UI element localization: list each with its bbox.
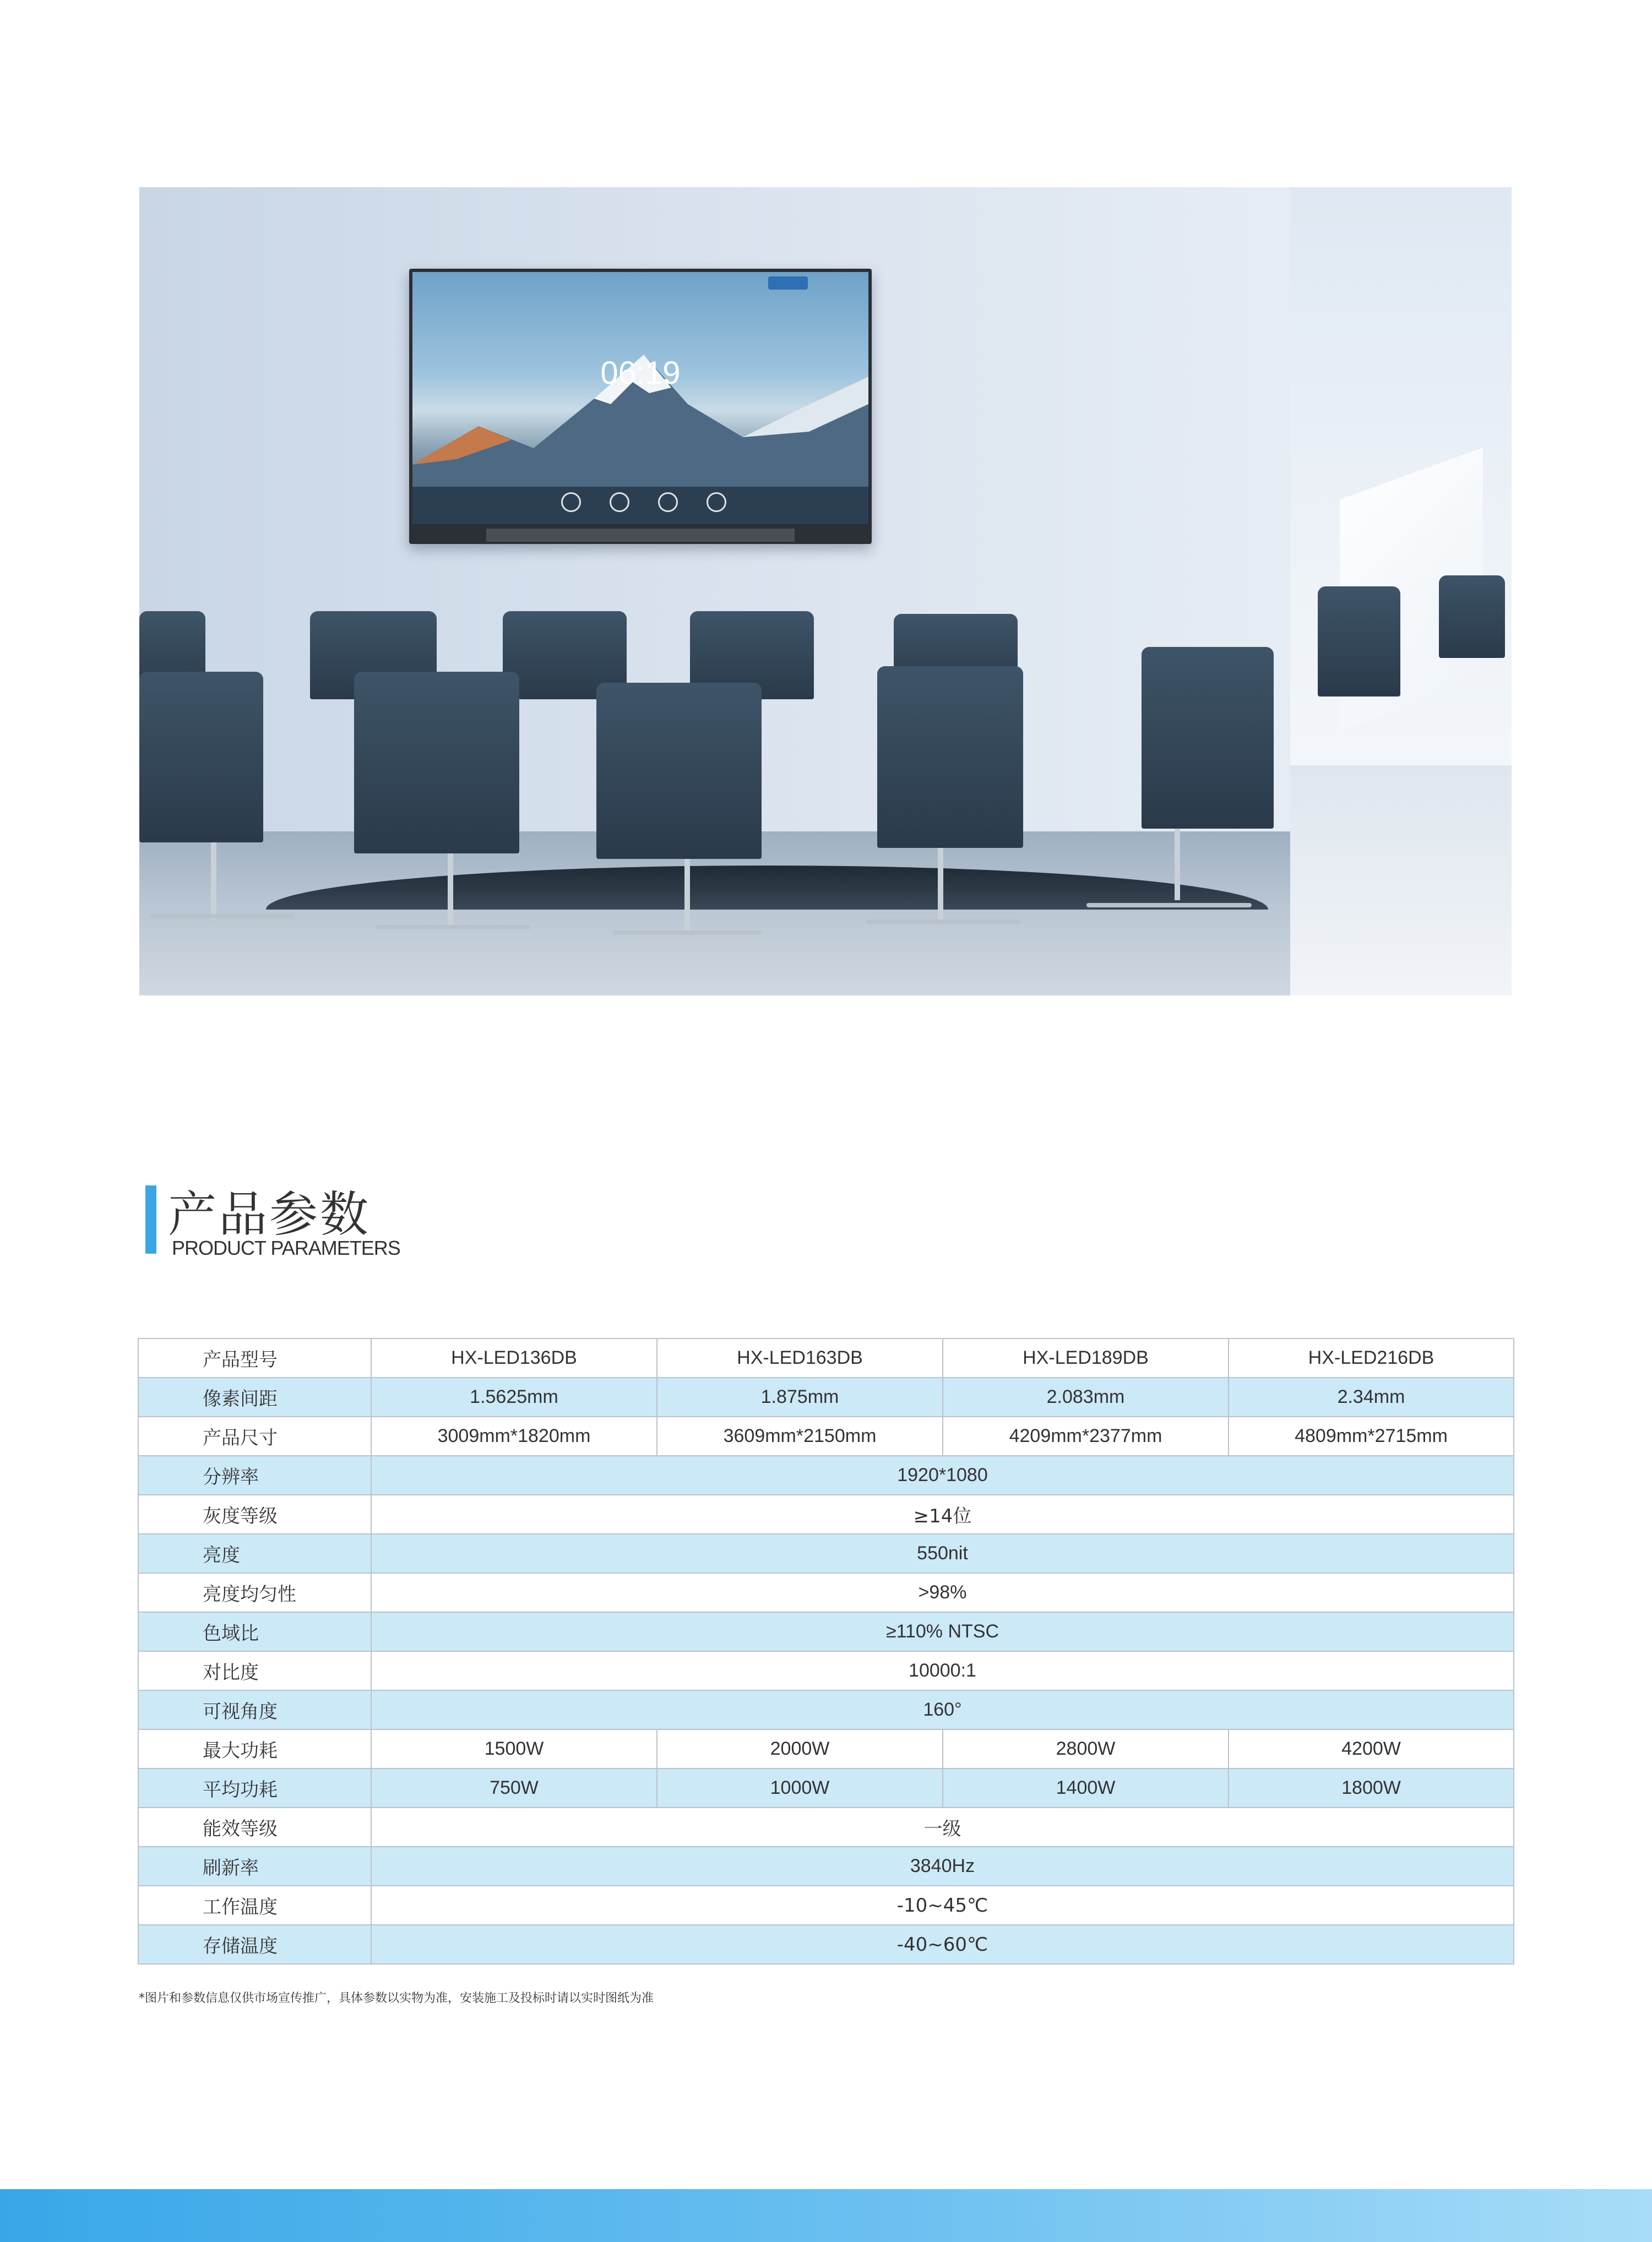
table-cell: 160° [371, 1690, 1514, 1729]
section-subtitle: PRODUCT PARAMETERS [172, 1237, 400, 1259]
row-label: 对比度 [138, 1651, 371, 1690]
table-cell: 2.083mm [943, 1378, 1229, 1417]
row-label: 刷新率 [138, 1847, 371, 1886]
row-label: 亮度 [138, 1534, 371, 1573]
table-row [138, 1612, 1514, 1651]
table-row [138, 1808, 1514, 1847]
chair-leg [684, 859, 690, 930]
table-cell: 3609mm*2150mm [657, 1417, 943, 1456]
table-cell: 1800W [1229, 1768, 1514, 1808]
chair [1439, 575, 1505, 658]
table-row [138, 1417, 1514, 1456]
section-title: 产品参数 [168, 1186, 371, 1243]
row-label: 最大功耗 [138, 1729, 371, 1768]
chair [877, 666, 1023, 848]
screen-clock: 06:19 [600, 355, 681, 391]
table-row [138, 1495, 1514, 1534]
chair [1318, 586, 1400, 696]
chair-leg [211, 842, 216, 919]
table-cell: 4809mm*2715mm [1229, 1417, 1514, 1456]
row-label: 产品型号 [138, 1338, 371, 1378]
table-cell: 3009mm*1820mm [371, 1417, 657, 1456]
screen-badge [768, 276, 808, 290]
table-cell: 2000W [657, 1729, 943, 1768]
footer-bar [0, 2189, 1652, 2242]
chair-leg [938, 848, 943, 919]
chair [354, 672, 519, 853]
spec-table [138, 1338, 1514, 1965]
chair-base [613, 930, 762, 935]
table-cell: ≥110% NTSC [371, 1612, 1514, 1651]
table-row [138, 1886, 1514, 1925]
row-label: 可视角度 [138, 1690, 371, 1729]
table-cell: 550nit [371, 1534, 1514, 1573]
row-label: 亮度均匀性 [138, 1573, 371, 1612]
row-label: 色域比 [138, 1612, 371, 1651]
row-label: 工作温度 [138, 1886, 371, 1925]
table-cell: >98% [371, 1573, 1514, 1612]
dock-settings-icon [658, 492, 678, 512]
table-cell: 一级 [371, 1808, 1514, 1847]
table-cell: 1920*1080 [371, 1456, 1514, 1495]
disclaimer-note: *图片和参数信息仅供市场宣传推广，具体参数以实物为准，安装施工及投标时请以实时图纸为准 [139, 1991, 654, 2005]
chair-leg [1175, 829, 1180, 900]
row-label: 存储温度 [138, 1925, 371, 1964]
screen-dock [561, 492, 726, 514]
chair [596, 683, 762, 859]
display-bezel-bottom [486, 529, 795, 542]
dock-home-icon [561, 492, 581, 512]
table-cell: 3840Hz [371, 1847, 1514, 1886]
table-row [138, 1690, 1514, 1729]
table-row [138, 1651, 1514, 1690]
chair-leg [448, 853, 453, 925]
table-cell: 1000W [657, 1768, 943, 1808]
row-label: 平均功耗 [138, 1768, 371, 1808]
table-cell: 4200W [1229, 1729, 1514, 1768]
row-label: 像素间距 [138, 1378, 371, 1417]
model-name: HX-LED189DB [943, 1338, 1229, 1378]
table-cell: -10~45℃ [371, 1886, 1514, 1925]
row-label: 灰度等级 [138, 1495, 371, 1534]
model-name: HX-LED163DB [657, 1338, 943, 1378]
row-label: 分辨率 [138, 1456, 371, 1495]
table-cell: 4209mm*2377mm [943, 1417, 1229, 1456]
table-row [138, 1768, 1514, 1808]
table-cell: 2800W [943, 1729, 1229, 1768]
table-row [138, 1338, 1514, 1378]
table-cell: 10000:1 [371, 1651, 1514, 1690]
row-label: 产品尺寸 [138, 1417, 371, 1456]
model-name: HX-LED136DB [371, 1338, 657, 1378]
table-row [138, 1925, 1514, 1964]
row-label: 能效等级 [138, 1808, 371, 1847]
chair-base [866, 919, 1020, 924]
chair-base [376, 925, 530, 929]
model-name: HX-LED216DB [1229, 1338, 1514, 1378]
mountain-illustration [412, 272, 868, 524]
table-cell: 750W [371, 1768, 657, 1808]
table-row [138, 1534, 1514, 1573]
dock-apps-icon [610, 492, 629, 512]
table-cell: 1.5625mm [371, 1378, 657, 1417]
table-cell: -40~60℃ [371, 1925, 1514, 1964]
table-row [138, 1573, 1514, 1612]
section-accent-bar [145, 1185, 156, 1254]
table-cell: 2.34mm [1229, 1378, 1514, 1417]
chair-base [1086, 903, 1252, 907]
table-row [138, 1456, 1514, 1495]
table-cell: ≥14位 [371, 1495, 1514, 1534]
table-row [138, 1378, 1514, 1417]
led-display [409, 269, 872, 544]
floor-right [1290, 765, 1512, 995]
hero-photo [139, 187, 1512, 995]
display-screen [412, 272, 868, 524]
chair-base [150, 914, 294, 918]
table-row [138, 1847, 1514, 1886]
table-cell: 1.875mm [657, 1378, 943, 1417]
table-cell: 1500W [371, 1729, 657, 1768]
dock-cast-icon [707, 492, 726, 512]
table-row [138, 1729, 1514, 1768]
chair [1142, 647, 1274, 829]
chair [139, 672, 263, 842]
table-cell: 1400W [943, 1768, 1229, 1808]
